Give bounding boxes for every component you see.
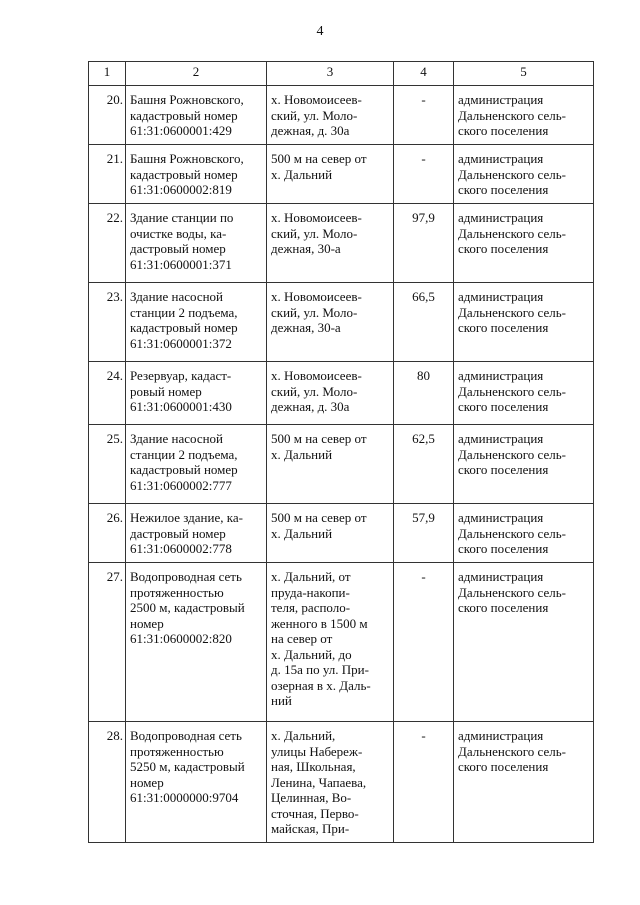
object-address-line: Целинная, Во- bbox=[271, 790, 352, 805]
object-holder-line: Дальненского сель- bbox=[458, 304, 566, 320]
object-area-cell: 62,5 bbox=[394, 425, 454, 504]
object-address-cell bbox=[267, 425, 394, 504]
object-address-line: теля, располо- bbox=[271, 600, 351, 615]
table-row bbox=[89, 563, 594, 722]
object-address-line: х. Дальний bbox=[271, 525, 333, 541]
row-number-cell: 25. bbox=[89, 425, 126, 504]
table-row bbox=[89, 86, 594, 145]
table-row bbox=[89, 722, 594, 843]
object-holder-line: ского поселения bbox=[458, 462, 549, 477]
object-holder-line: ского поселения bbox=[458, 320, 549, 335]
object-address-line: х. Дальний, от bbox=[271, 569, 351, 584]
object-holder-line: Дальненского сель- bbox=[458, 225, 566, 241]
object-holder-cell bbox=[454, 362, 594, 425]
object-area-cell: - bbox=[394, 145, 454, 204]
object-holder-line: ского поселения bbox=[458, 399, 549, 414]
object-address-line: ский, ул. Моло- bbox=[271, 225, 358, 241]
object-name-line: Водопроводная сеть bbox=[130, 569, 242, 584]
object-holder-line: администрация bbox=[458, 151, 544, 166]
table-row bbox=[89, 362, 594, 425]
object-name-cell bbox=[126, 283, 267, 362]
header-cell-5: 5 bbox=[454, 62, 594, 86]
object-holder-line: Дальненского сель- bbox=[458, 446, 566, 462]
object-name-cell bbox=[126, 722, 267, 843]
object-address-cell bbox=[267, 86, 394, 145]
object-area-cell: 66,5 bbox=[394, 283, 454, 362]
object-name-line: 61:31:0600001:371 bbox=[130, 256, 232, 272]
object-name-line: 61:31:0600001:372 bbox=[130, 335, 232, 351]
object-name-line: кадастровый номер bbox=[130, 320, 238, 335]
object-name-cell bbox=[126, 86, 267, 145]
row-number-cell: 27. bbox=[89, 563, 126, 722]
object-area-cell: 57,9 bbox=[394, 504, 454, 563]
object-name-line: протяженностью bbox=[130, 743, 224, 759]
object-address-line: дежная, 30-а bbox=[271, 241, 341, 256]
row-number-cell: 28. bbox=[89, 722, 126, 843]
object-address-line: ский, ул. Моло- bbox=[271, 107, 358, 123]
row-number-cell: 21. bbox=[89, 145, 126, 204]
object-holder-line: Дальненского сель- bbox=[458, 525, 566, 541]
row-number-cell: 22. bbox=[89, 204, 126, 283]
object-holder-line: ского поселения bbox=[458, 600, 549, 615]
object-address-line: х. Дальний bbox=[271, 166, 333, 182]
object-address-line: х. Новомоисеев- bbox=[271, 289, 362, 304]
object-name-line: очистке воды, ка- bbox=[130, 225, 227, 241]
object-name-line: 61:31:0600001:429 bbox=[130, 123, 232, 138]
object-address-line: ная, Школьная, bbox=[271, 759, 356, 774]
object-name-line: Здание насосной bbox=[130, 289, 224, 304]
object-holder-line: администрация bbox=[458, 510, 544, 525]
object-name-line: дастровый номер bbox=[130, 525, 226, 541]
object-address-line: озерная в х. Даль- bbox=[271, 677, 371, 693]
table-header-row bbox=[89, 62, 594, 86]
object-address-cell bbox=[267, 563, 394, 722]
object-holder-line: ского поселения bbox=[458, 759, 549, 774]
header-cell-1: 1 bbox=[89, 62, 126, 86]
object-name-line: кадастровый номер bbox=[130, 462, 238, 477]
table-row bbox=[89, 145, 594, 204]
object-address-line: дежная, д. 30а bbox=[271, 399, 350, 414]
object-name-cell bbox=[126, 362, 267, 425]
table-row bbox=[89, 425, 594, 504]
object-holder-line: Дальненского сель- bbox=[458, 107, 566, 123]
object-address-line: 500 м на север от bbox=[271, 151, 367, 166]
object-address-cell bbox=[267, 722, 394, 843]
object-name-line: 61:31:0600002:778 bbox=[130, 541, 232, 556]
object-address-cell bbox=[267, 504, 394, 563]
object-address-line: ский, ул. Моло- bbox=[271, 304, 358, 320]
row-number-cell: 24. bbox=[89, 362, 126, 425]
object-address-line: женного в 1500 м bbox=[271, 615, 368, 631]
header-cell-3: 3 bbox=[267, 62, 394, 86]
object-name-line: 5250 м, кадастровый bbox=[130, 759, 245, 774]
object-address-line: дежная, д. 30а bbox=[271, 123, 350, 138]
object-name-line: станции 2 подъема, bbox=[130, 446, 238, 462]
object-name-line: 61:31:0600002:819 bbox=[130, 182, 232, 197]
object-holder-line: ского поселения bbox=[458, 123, 549, 138]
row-number-cell: 20. bbox=[89, 86, 126, 145]
object-holder-line: администрация bbox=[458, 289, 544, 304]
object-holder-line: Дальненского сель- bbox=[458, 584, 566, 600]
page-number: 4 bbox=[316, 24, 324, 39]
object-name-line: Нежилое здание, ка- bbox=[130, 510, 243, 525]
object-holder-line: Дальненского сель- bbox=[458, 743, 566, 759]
object-address-line: д. 15а по ул. При- bbox=[271, 662, 369, 677]
object-address-line: х. Новомоисеев- bbox=[271, 210, 362, 225]
object-holder-line: администрация bbox=[458, 569, 544, 584]
object-name-line: 61:31:0000000:9704 bbox=[130, 790, 239, 805]
object-name-line: 61:31:0600002:777 bbox=[130, 477, 232, 493]
object-address-cell bbox=[267, 283, 394, 362]
object-holder-cell bbox=[454, 504, 594, 563]
object-holder-cell bbox=[454, 145, 594, 204]
header-cell-4: 4 bbox=[394, 62, 454, 86]
object-holder-cell bbox=[454, 204, 594, 283]
object-address-line: пруда-накопи- bbox=[271, 584, 350, 600]
object-holder-cell bbox=[454, 283, 594, 362]
object-name-line: дастровый номер bbox=[130, 241, 226, 256]
object-address-line: х. Дальний, до bbox=[271, 646, 352, 662]
property-table bbox=[88, 61, 594, 843]
object-address-cell bbox=[267, 145, 394, 204]
object-holder-cell bbox=[454, 722, 594, 843]
object-address-line: майская, При- bbox=[271, 821, 350, 836]
object-name-line: Водопроводная сеть bbox=[130, 728, 242, 743]
object-name-line: 61:31:0600001:430 bbox=[130, 399, 232, 414]
object-holder-line: администрация bbox=[458, 431, 544, 446]
object-name-line: 61:31:0600002:820 bbox=[130, 631, 232, 646]
object-address-cell bbox=[267, 362, 394, 425]
object-holder-line: администрация bbox=[458, 368, 544, 383]
object-holder-cell bbox=[454, 425, 594, 504]
object-name-line: Здание станции по bbox=[130, 210, 234, 225]
object-address-line: улицы Набереж- bbox=[271, 743, 363, 759]
object-name-line: кадастровый номер bbox=[130, 107, 238, 123]
object-name-cell bbox=[126, 504, 267, 563]
table-row bbox=[89, 283, 594, 362]
object-area-cell: 97,9 bbox=[394, 204, 454, 283]
object-name-line: Башня Рожновского, bbox=[130, 151, 244, 166]
object-name-line: ровый номер bbox=[130, 383, 202, 399]
object-name-line: станции 2 подъема, bbox=[130, 304, 238, 320]
object-holder-line: администрация bbox=[458, 92, 544, 107]
object-name-line: Резервуар, кадаст- bbox=[130, 368, 232, 383]
object-address-line: дежная, 30-а bbox=[271, 320, 341, 335]
object-address-line: 500 м на север от bbox=[271, 510, 367, 525]
row-number-cell: 26. bbox=[89, 504, 126, 563]
object-area-cell: 80 bbox=[394, 362, 454, 425]
object-address-line: х. Новомоисеев- bbox=[271, 92, 362, 107]
object-holder-line: администрация bbox=[458, 210, 544, 225]
object-area-cell: - bbox=[394, 563, 454, 722]
object-holder-line: ского поселения bbox=[458, 241, 549, 256]
object-address-line: сточная, Перво- bbox=[271, 805, 359, 821]
table-row bbox=[89, 204, 594, 283]
object-name-cell bbox=[126, 145, 267, 204]
object-name-line: протяженностью bbox=[130, 584, 224, 600]
object-name-line: номер bbox=[130, 615, 164, 631]
object-holder-line: ского поселения bbox=[458, 541, 549, 556]
object-name-line: Здание насосной bbox=[130, 431, 224, 446]
object-address-line: ский, ул. Моло- bbox=[271, 383, 358, 399]
table-row bbox=[89, 504, 594, 563]
object-holder-line: Дальненского сель- bbox=[458, 383, 566, 399]
object-address-line: х. Дальний, bbox=[271, 728, 336, 743]
object-address-line: ний bbox=[271, 693, 292, 708]
object-holder-line: Дальненского сель- bbox=[458, 166, 566, 182]
object-name-cell bbox=[126, 563, 267, 722]
object-area-cell: - bbox=[394, 86, 454, 145]
object-name-line: номер bbox=[130, 774, 164, 790]
object-holder-cell bbox=[454, 563, 594, 722]
object-holder-line: администрация bbox=[458, 728, 544, 743]
object-area-cell: - bbox=[394, 722, 454, 843]
object-holder-line: ского поселения bbox=[458, 182, 549, 197]
object-name-cell bbox=[126, 204, 267, 283]
object-name-line: 2500 м, кадастровый bbox=[130, 600, 245, 615]
row-number-cell: 23. bbox=[89, 283, 126, 362]
object-name-cell bbox=[126, 425, 267, 504]
object-address-line: Ленина, Чапаева, bbox=[271, 774, 367, 790]
object-name-line: кадастровый номер bbox=[130, 166, 238, 182]
object-address-line: 500 м на север от bbox=[271, 431, 367, 446]
object-address-cell bbox=[267, 204, 394, 283]
header-cell-2: 2 bbox=[126, 62, 267, 86]
object-name-line: Башня Рожновского, bbox=[130, 92, 244, 107]
object-address-line: х. Новомоисеев- bbox=[271, 368, 362, 383]
object-holder-cell bbox=[454, 86, 594, 145]
object-address-line: х. Дальний bbox=[271, 446, 333, 462]
object-address-line: на север от bbox=[271, 631, 333, 646]
